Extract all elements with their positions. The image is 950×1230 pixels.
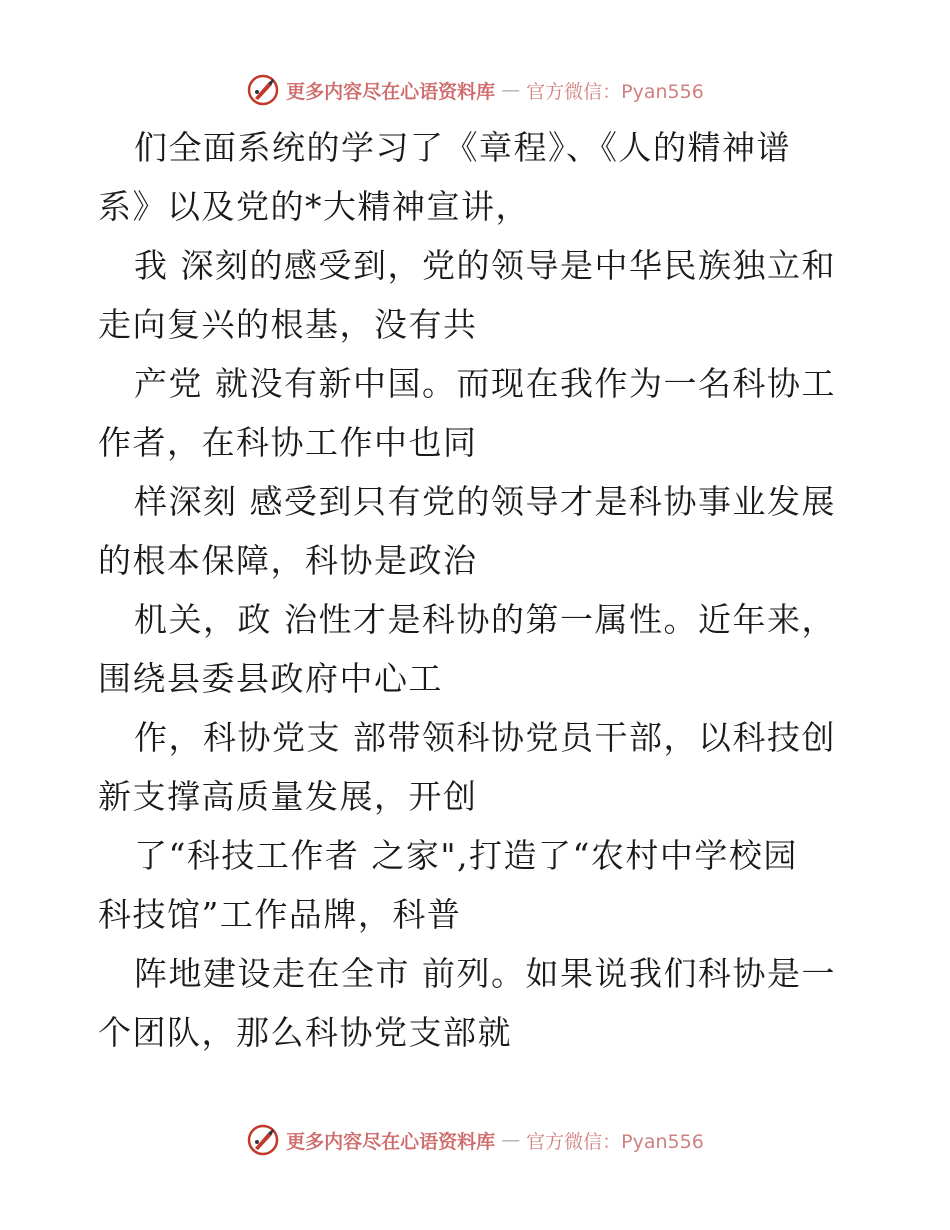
- body-line: 产党 就没有新中国。而现在我作为一名科协工: [134, 364, 836, 403]
- body-line: 阵地建设走在全市 前列。如果说我们科协是一: [134, 954, 836, 993]
- body-line: 我 深刻的感受到，党的领导是中华民族独立和: [134, 246, 836, 285]
- watermark-separator: —: [501, 1129, 521, 1151]
- watermark-separator: —: [501, 79, 521, 101]
- body-line: 走向复兴的根基，没有共: [98, 305, 478, 344]
- body-line: 个团队，那么科协党支部就: [98, 1013, 512, 1052]
- watermark-contact: 官方微信：Pyan556: [526, 80, 704, 103]
- body-line: 机关，政 治性才是科协的第一属性。近年来，: [134, 600, 836, 639]
- watermark-contact: 官方微信：Pyan556: [526, 1130, 704, 1153]
- body-line: 围绕县委县政府中心工: [98, 659, 443, 698]
- watermark-brand: 更多内容尽在心语资料库: [286, 80, 496, 103]
- header-watermark: [0, 70, 950, 110]
- quill-pen-logo-icon: [246, 73, 280, 107]
- body-line: 样深刻 感受到只有党的领导才是科协事业发展: [134, 482, 836, 521]
- body-line: 新支撑高质量发展，开创: [98, 777, 478, 816]
- watermark-brand: 更多内容尽在心语资料库: [286, 1130, 496, 1153]
- body-line: 了“科技工作者 之家",打造了“农村中学校园: [134, 836, 798, 875]
- body-line: 作，科协党支 部带领科协党员干部，以科技创: [134, 718, 836, 757]
- quill-pen-logo-icon: [246, 1123, 280, 1157]
- body-line: 科技馆”工作品牌，科普: [98, 895, 462, 934]
- footer-watermark: [0, 1120, 950, 1160]
- document-body: [98, 118, 838, 1062]
- body-line: 作者，在科协工作中也同: [98, 423, 478, 462]
- body-line: 系》以及党的*大精神宣讲，: [98, 187, 530, 226]
- body-line: 们全面系统的学习了《章程》、《人的精神谱: [134, 128, 791, 167]
- body-line: 的根本保障，科协是政治: [98, 541, 478, 580]
